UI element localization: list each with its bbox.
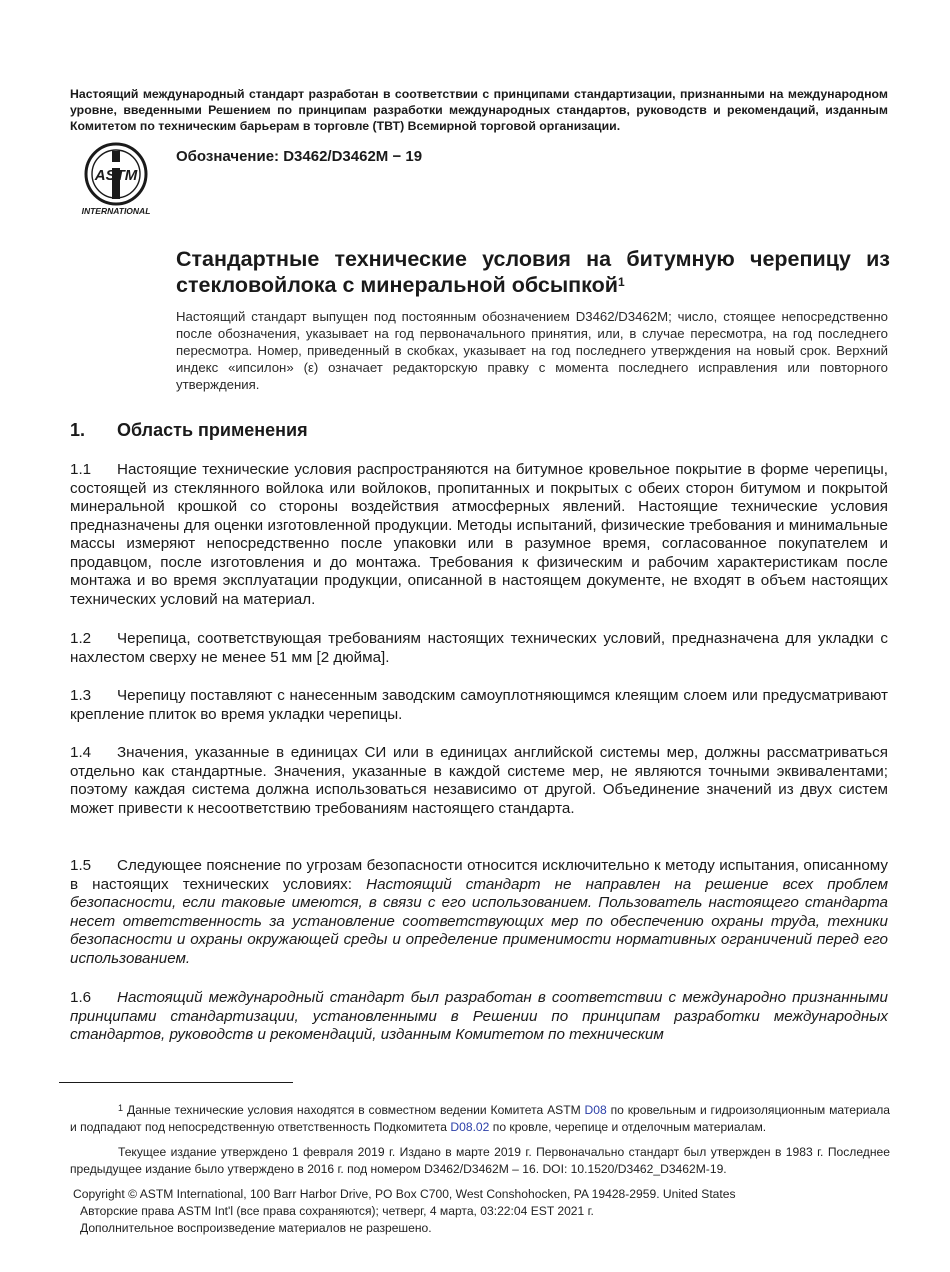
section-title: Область применения	[117, 420, 308, 440]
subcommittee-link[interactable]: D08.02	[450, 1120, 490, 1134]
intro-notice: Настоящий международный стандарт разработан в соответствии с принципами стандартизации, признанными на международном уровне, введенными Решением по принципам разработки международных стандартов, руководств и рекомендаций, изданным Комитетом по техническим барьерам в торговле (ТВТ) Всемирной торговой организации.	[70, 87, 888, 133]
footnote-1	[70, 1102, 890, 1136]
committee-link[interactable]: D08	[584, 1103, 607, 1117]
paragraph-italic-text: Настоящий стандарт не направлен на решение всех проблем безопасности, если таковые имеются, в связи с его использованием. Пользователь настоящего стандарта несет ответственность за установление соответствующих мер по обеспечению охраны труда, техники безопасности и охраны окружающей среды и определение применимости нормативных ограничений перед его использованием.	[70, 875, 888, 967]
paragraph-text: Настоящие технические условия распространяются на битумное кровельное покрытие в форме черепицы, состоящей из стеклянного войлока или войлоков, пропитанных и покрытых с обеих сторон битумом и покрытой минеральной крошкой со стороны воздействия атмосферных явлений. Настоящие технические условия предназначены для оценки изготовленной продукции. Методы испытаний, физические требования и минимальные массы измеряют непосредственно после упаковки или в разумное время, согласованное покупателем и продавцом, после изготовления и до монтажа. Требования к физическим и рабочим характеристикам после монтажа и во время эксплуатации продукции, описанной в настоящем документе, не входят в объем настоящих технических условий на материал.	[70, 461, 888, 608]
section-heading	[70, 420, 308, 441]
footnote-divider	[59, 1082, 293, 1083]
paragraph-number: 1.1	[70, 461, 92, 478]
paragraph-italic-text: Настоящий международный стандарт был разработан в соответствии с международно признанными принципами стандартизации, установленными в Решении по принципам разработки международных стандартов, руководств и рекомендаций, изданным Комитетом по техническим	[70, 989, 888, 1043]
paragraph-1-3	[70, 687, 888, 724]
footnote-text: Данные технические условия находятся в совместном ведении Комитета ASTM	[127, 1103, 581, 1117]
title-text: Стандартные технические условия на битумную черепицу из стекловойлока с минеральной обсыпкой	[176, 247, 890, 297]
paragraph-text: Черепицу поставляют с нанесенным заводским самоуплотняющимся клеящим слоем или предусматривают крепление плиток во время укладки черепицы.	[70, 687, 888, 723]
paragraph-1-1	[70, 461, 888, 609]
footnote-mark: 1	[118, 1103, 124, 1113]
logo-wordmark: ASTM	[94, 167, 138, 184]
paragraph-number: 1.6	[70, 989, 92, 1006]
section-number: 1.	[70, 420, 86, 440]
designation: Обозначение: D3462/D3462M − 19	[176, 148, 423, 165]
copyright-line: Copyright © ASTM International, 100 Barr Harbor Drive, PO Box C700, West Conshohocken, PA 19428-2959. United States	[73, 1187, 736, 1201]
paragraph-text: Значения, указанные в единицах СИ или в единицах английской системы мер, должны рассматриваться отдельно как стандартные. Значения, указанные в каждой системе мер, не являются точными эквивалентами; поэтому каждая система должна использоваться независимо от другой. Объединение значений из двух систем может привести к несоответствию требованиям настоящего стандарта.	[70, 744, 888, 817]
edition-text: Текущее издание утверждено 1 февраля 2019 г. Издано в марте 2019 г. Первоначально стандарт был утвержден в 1983 г. Последнее предыдущее издание было утверждено в 2016 г. под номером D3462/D3462M – 16. DOI: 10.1520/D3462_D3462M-19.	[70, 1145, 890, 1176]
logo-international: INTERNATIONAL	[81, 206, 151, 216]
issuance-note: Настоящий стандарт выпущен под постоянным обозначением D3462/D3462M; число, стоящее непосредственно после обозначения, указывает на год первоначального принятия, или, в случае пересмотра, на год последнего пересмотра. Номер, приведенный в скобках, указывает на год последнего утверждения на новый срок. Верхний индекс «ипсилон» (ε) означает редакторскую правку с момента последнего исправления или повторного утверждения.	[176, 309, 888, 392]
edition-note	[70, 1144, 890, 1178]
paragraph-number: 1.4	[70, 744, 92, 761]
reproduction-line: Дополнительное воспроизведение материалов не разрешено.	[80, 1221, 432, 1235]
paragraph-1-5	[70, 857, 888, 968]
paragraph-number: 1.5	[70, 857, 92, 874]
paragraph-1-2	[70, 630, 888, 667]
footnote-text: по кровельным и гидроизоляционным материала и подпадают под непосредственную ответственность Подкомитета	[70, 1103, 890, 1134]
license-line: Авторские права ASTM Int'l (все права сохраняются); четверг, 4 марта, 03:22:04 EST 2021 г.	[80, 1204, 594, 1218]
footnote-text: по кровле, черепице и отделочным материалам.	[492, 1120, 767, 1134]
astm-logo	[76, 142, 160, 218]
paragraph-text: Черепица, соответствующая требованиям настоящих технических условий, предназначена для укладки с нахлестом сверху не менее 51 мм [2 дюйма].	[70, 630, 888, 666]
paragraph-number: 1.2	[70, 630, 92, 647]
paragraph-number: 1.3	[70, 687, 92, 704]
paragraph-1-6	[70, 989, 888, 1045]
paragraph-1-4	[70, 744, 888, 818]
title-footnote-mark: 1	[618, 275, 625, 289]
paragraph-text: Следующее пояснение по угрозам безопасности относится исключительно к методу испытания, описанному в настоящих технических условиях:	[70, 857, 888, 893]
document-title	[176, 246, 890, 298]
